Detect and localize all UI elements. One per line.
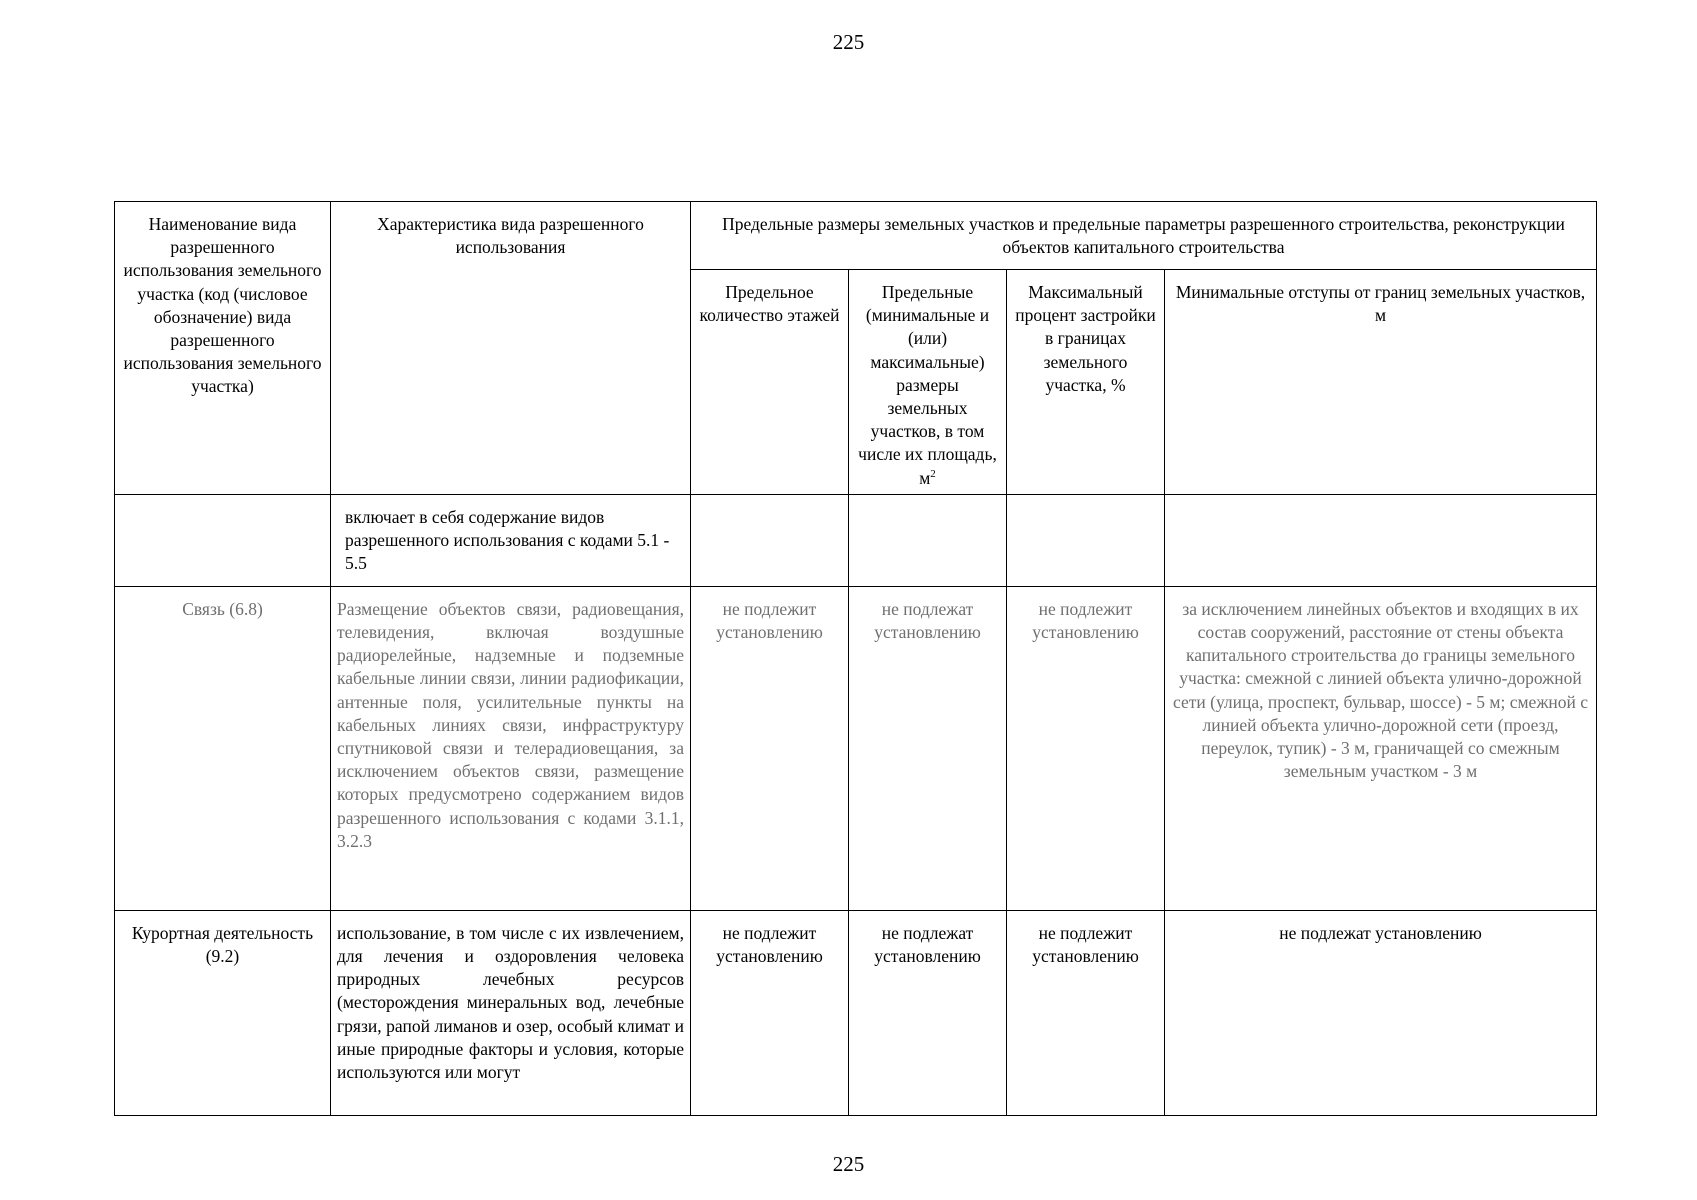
row-name: [115, 494, 331, 586]
row-name: Связь (6.8): [115, 586, 331, 910]
header-characteristic: Характеристика вида разрешенного использования: [331, 202, 691, 495]
row-characteristic: Размещение объектов связи, радиовещания, телевидения, включая воздушные радиорелейные, надземные и подземные кабельные линии связи, линии радиофикации, антенные поля, усилительные пункты на кабельных линиях связи, инфраструктуру спутниковой связи и телерадиовещания, за исключением объектов связи, размещение которых предусмотрено содержанием видов разрешенного использования с кодами 3.1.1, 3.2.3: [331, 586, 691, 910]
table-row: [115, 494, 1597, 586]
table-row: [115, 910, 1597, 1115]
row-floors: не подлежит установлению: [691, 586, 849, 910]
header-percent: Максимальный процент застройки в границах земельного участка, %: [1007, 270, 1165, 495]
row-setbacks: не подлежат установлению: [1165, 910, 1597, 1115]
row-characteristic: использование, в том числе с их извлечением, для лечения и оздоровления человека природных лечебных ресурсов (месторождения минеральных вод, лечебные грязи, рапой лиманов и озер, особый климат и иные природные факторы и условия, которые используются или могут: [331, 910, 691, 1115]
row-characteristic: включает в себя содержание видов разрешенного использования с кодами 5.1 - 5.5: [331, 494, 691, 586]
header-sizes-superscript: 2: [930, 467, 936, 480]
header-sizes: [849, 270, 1007, 495]
row-sizes: не подлежат установлению: [849, 910, 1007, 1115]
header-limits-group: Предельные размеры земельных участков и предельные параметры разрешенного строительства, реконструкции объектов капитального строительства: [691, 202, 1597, 270]
row-name: Курортная деятельность (9.2): [115, 910, 331, 1115]
page-number-top: 225: [832, 30, 865, 54]
header-floors: Предельное количество этажей: [691, 270, 849, 495]
row-percent: не подлежит установлению: [1007, 586, 1165, 910]
table-row: [115, 586, 1597, 910]
page-number-bottom: 225: [832, 1152, 865, 1176]
header-name: Наименование вида разрешенного использования земельного участка (код (числовое обозначение) вида разрешенного использования земельного участка): [115, 202, 331, 495]
header-sizes-text: Предельные (минимальные и (или) максимальные) размеры земельных участков, в том числе их площадь, м: [858, 282, 997, 488]
row-setbacks: за исключением линейных объектов и входящих в их состав сооружений, расстояние от стены объекта капитального строительства до границы земельного участка: смежной с линией объекта улично-дорожной сети (улица, проспект, бульвар, шоссе) - 5 м; смежной с линией объекта улично-дорожной сети (проезд, переулок, тупик) - 3 м, граничащей со смежным земельным участком - 3 м: [1165, 586, 1597, 910]
row-floors: не подлежит установлению: [691, 910, 849, 1115]
header-setbacks: Минимальные отступы от границ земельных участков, м: [1165, 270, 1597, 495]
header-row-1: [115, 202, 1597, 270]
row-floors: [691, 494, 849, 586]
row-sizes: не подлежат установлению: [849, 586, 1007, 910]
row-percent: [1007, 494, 1165, 586]
row-sizes: [849, 494, 1007, 586]
regulations-table: [114, 201, 1597, 1116]
row-percent: не подлежит установлению: [1007, 910, 1165, 1115]
row-setbacks: [1165, 494, 1597, 586]
